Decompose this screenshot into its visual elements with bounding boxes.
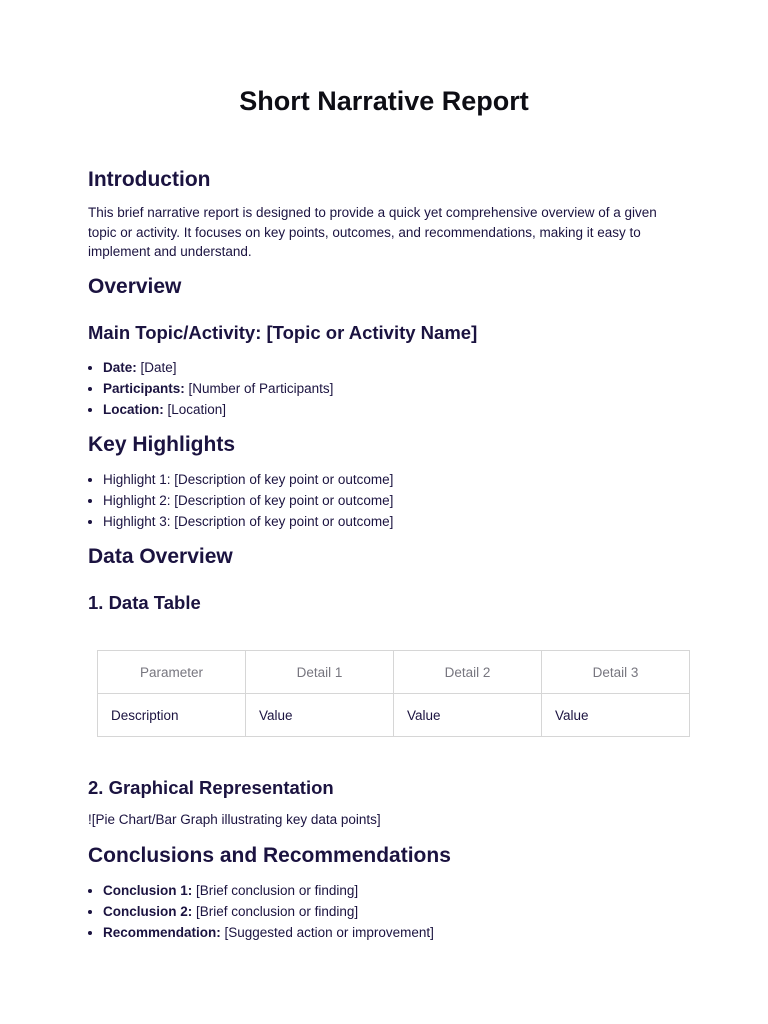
- list-item: • Highlight 3: [Description of key point or outcome]: [103, 511, 393, 532]
- list-item-value: [Brief conclusion or finding]: [192, 883, 359, 898]
- list-item-value: [Suggested action or improvement]: [220, 925, 434, 940]
- list-item: [103, 399, 333, 420]
- highlights-list: [88, 469, 393, 532]
- introduction-heading: Introduction: [88, 168, 211, 191]
- list-item: • Highlight 2: [Description of key point or outcome]: [103, 490, 393, 511]
- list-item-label: Conclusion 1:: [103, 883, 193, 898]
- list-item-value: [Brief conclusion or finding]: [192, 904, 359, 919]
- list-item-label: Date:: [103, 360, 137, 375]
- list-item-label: Participants:: [103, 381, 185, 396]
- table-cell: Description: [98, 694, 246, 737]
- column-header: Detail 2: [394, 651, 542, 694]
- list-item-value: [Location]: [163, 402, 227, 417]
- list-item: [103, 880, 434, 901]
- list-item-value: [Number of Participants]: [184, 381, 334, 396]
- overview-list: [88, 357, 333, 420]
- table-cell: Value: [394, 694, 542, 737]
- list-item-value: [Date]: [136, 360, 177, 375]
- column-header: Detail 3: [542, 651, 690, 694]
- column-header: Detail 1: [246, 651, 394, 694]
- list-item: [103, 357, 333, 378]
- graphical-representation-heading: 2. Graphical Representation: [88, 777, 334, 798]
- graph-placeholder-text: ![Pie Chart/Bar Graph illustrating key data points]: [88, 812, 381, 827]
- data-table-heading: 1. Data Table: [88, 592, 201, 613]
- page-title: Short Narrative Report: [239, 86, 529, 116]
- table-cell: Value: [542, 694, 690, 737]
- main-topic-heading: Main Topic/Activity: [Topic or Activity Name]: [88, 322, 478, 343]
- data-table: [97, 650, 690, 737]
- overview-heading: Overview: [88, 275, 182, 298]
- table-cell: Value: [246, 694, 394, 737]
- list-item-label: Recommendation:: [103, 925, 221, 940]
- list-item-label: Conclusion 2:: [103, 904, 193, 919]
- column-header: Parameter: [98, 651, 246, 694]
- key-highlights-heading: Key Highlights: [88, 433, 236, 456]
- conclusions-heading: Conclusions and Recommendations: [88, 844, 451, 867]
- introduction-paragraph: This brief narrative report is designed to provide a quick yet comprehensive overview of a given topic or activity. It focuses on key points, outcomes, and recommendations, making it easy to implement and understand.: [88, 205, 657, 259]
- data-overview-heading: Data Overview: [88, 545, 233, 568]
- list-item: • Highlight 1: [Description of key point or outcome]: [103, 469, 393, 490]
- list-item: [103, 922, 434, 943]
- list-item-label: Location:: [103, 402, 164, 417]
- table-row: [98, 694, 690, 737]
- list-item: [103, 901, 434, 922]
- table-header-row: [98, 651, 690, 694]
- conclusions-list: [88, 880, 434, 943]
- list-item: [103, 378, 333, 399]
